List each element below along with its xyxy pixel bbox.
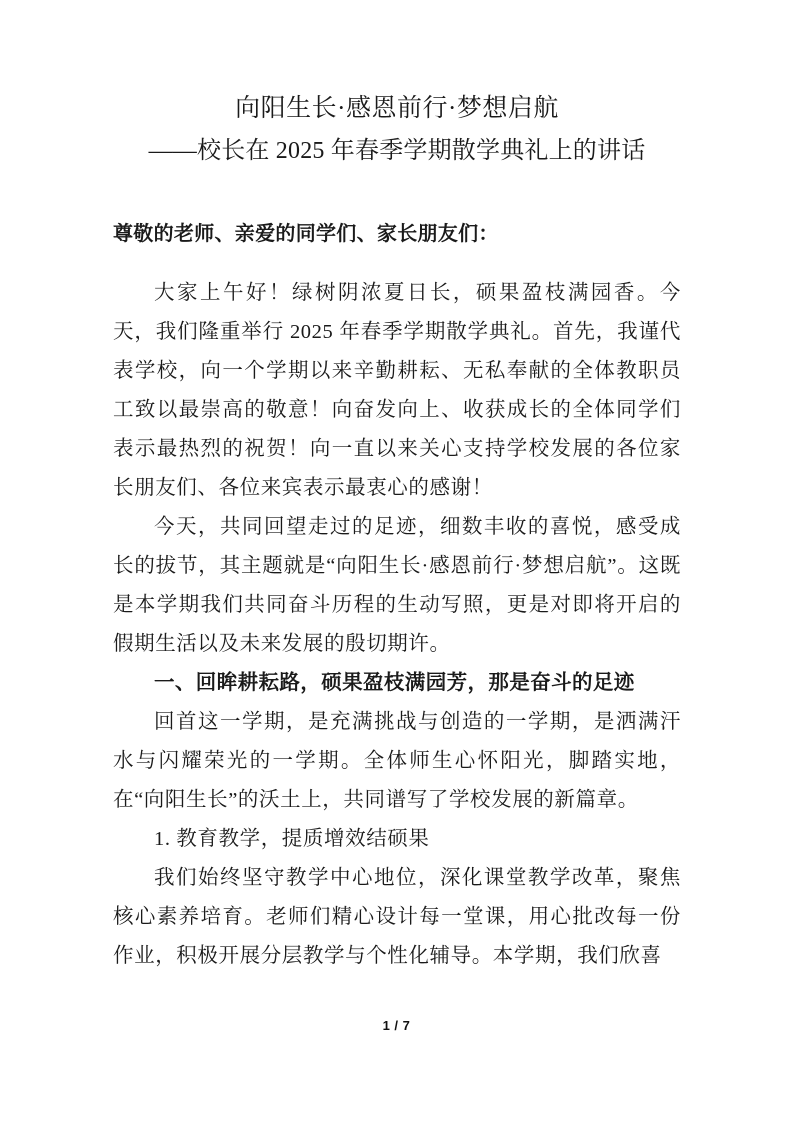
document-content xyxy=(113,88,681,976)
section-heading-level-2: 1. 教育教学，提质增效结硕果 xyxy=(154,828,430,850)
body-paragraph: 大家上午好！绿树阴浓夏日长，硕果盈枝满园香。今天，我们隆重举行 2025 年春季学期散学典礼。首先，我谨代表学校，向一个学期以来辛勤耕耘、无私奉献的全体教职员工致以最崇高的敬意！向奋发向上、收获成长的全体同学们表示最热烈的祝贺！向一直以来关心支持学校发展的各位家长朋友们、各位来宾表示最衷心的感谢！ xyxy=(113,282,681,499)
body-paragraph: 今天，共同回望走过的足迹，细数丰收的喜悦，感受成长的拔节，其主题就是“向阳生长·感恩前行·梦想启航”。这既是本学期我们共同奋斗历程的生动写照，更是对即将开启的假期生活以及未来发展的殷切期许。 xyxy=(113,516,681,655)
section-heading-level-1: 一、回眸耕耘路，硕果盈枝满园芳，那是奋斗的足迹 xyxy=(154,672,635,694)
document-subtitle: ——校长在 2025 年春季学期散学典礼上的讲话 xyxy=(148,138,646,164)
body-paragraph: 我们始终坚守教学中心地位，深化课堂教学改革，聚焦核心素养培育。老师们精心设计每一堂课，用心批改每一份作业，积极开展分层教学与个性化辅导。本学期，我们欣喜 xyxy=(113,867,681,967)
body-paragraph: 回首这一学期，是充满挑战与创造的一学期，是洒满汗水与闪耀荣光的一学期。全体师生心怀阳光，脚踏实地，在“向阳生长”的沃土上，共同谱写了学校发展的新篇章。 xyxy=(113,711,681,811)
document-title-main: 向阳生长·感恩前行·梦想启航 xyxy=(235,95,559,122)
salutation: 尊敬的老师、亲爱的同学们、家长朋友们： xyxy=(113,223,499,245)
page-number-indicator: 1 / 7 xyxy=(382,1018,411,1033)
page-title xyxy=(113,88,681,172)
